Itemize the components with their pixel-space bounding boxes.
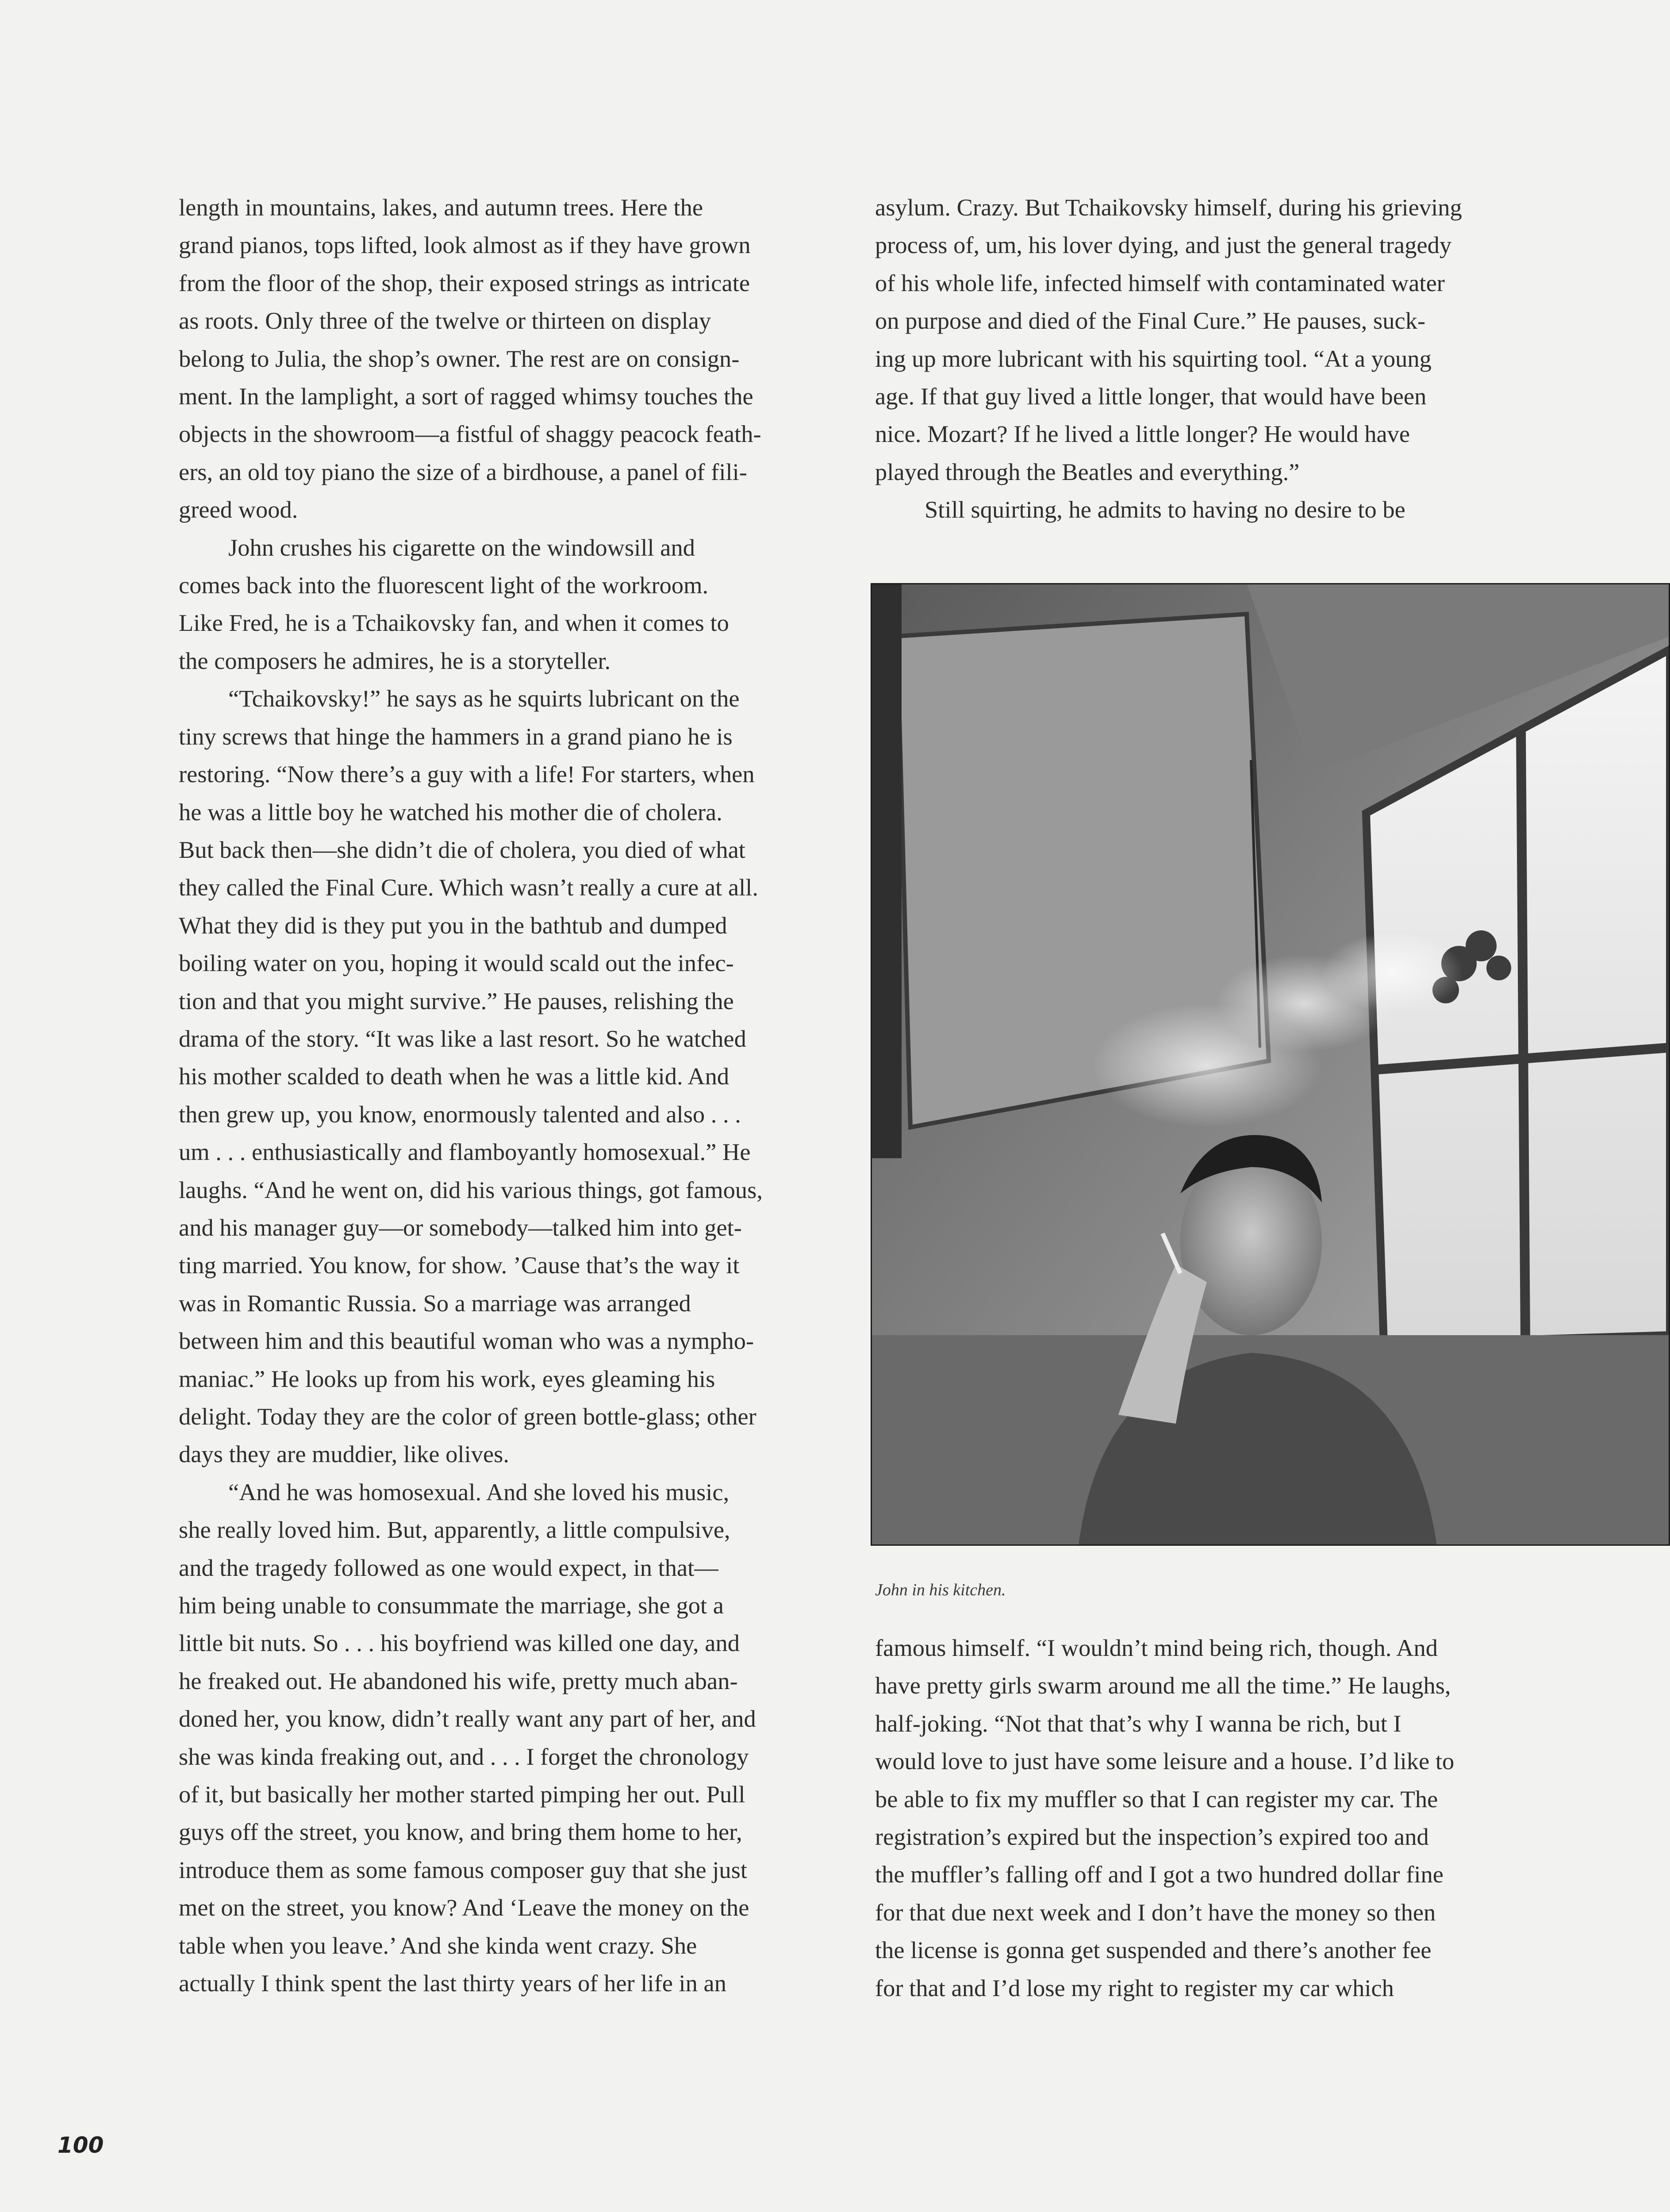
text-line: would love to just have some leisure and a house. I’d like to: [875, 1747, 1455, 1775]
text-line: greed wood.: [179, 496, 298, 523]
text-line: nice. Mozart? If he lived a little longer? He would have: [875, 420, 1410, 448]
text-line: laughs. “And he went on, did his various things, got famous,: [179, 1176, 763, 1203]
text-line: they called the Final Cure. Which wasn’t really a cure at all.: [179, 874, 759, 901]
text-line: of it, but basically her mother started pimping her out. Pull: [179, 1781, 745, 1808]
text-line: registration’s expired but the inspection’s expired too and: [875, 1823, 1429, 1851]
text-line: table when you leave.’ And she kinda went crazy. She: [179, 1932, 697, 1959]
text-line: he freaked out. He abandoned his wife, pretty much aban-: [179, 1667, 738, 1694]
text-line: comes back into the fluorescent light of the workroom.: [179, 572, 709, 599]
text-line: ing up more lubricant with his squirting tool. “At a young: [875, 345, 1432, 372]
text-line: famous himself. “I wouldn’t mind being rich, though. And: [875, 1634, 1438, 1661]
text-line: and the tragedy followed as one would expect, in that—: [179, 1554, 718, 1581]
text-line: the license is gonna get suspended and there’s another fee: [875, 1936, 1432, 1964]
text-line: ers, an old toy piano the size of a birdhouse, a panel of fili-: [179, 458, 747, 485]
text-line: drama of the story. “It was like a last resort. So he watched: [179, 1025, 746, 1052]
text-line: on purpose and died of the Final Cure.” He pauses, suck-: [875, 307, 1426, 334]
text-line: Like Fred, he is a Tchaikovsky fan, and when it comes to: [179, 609, 729, 637]
text-line: age. If that guy lived a little longer, that would have been: [875, 383, 1427, 410]
text-line: played through the Beatles and everything.”: [875, 458, 1300, 485]
text-line: days they are muddier, like olives.: [179, 1440, 509, 1468]
text-line: process of, um, his lover dying, and just the general tragedy: [875, 231, 1452, 259]
text-line: have pretty girls swarm around me all the time.” He laughs,: [875, 1672, 1451, 1699]
text-line: restoring. “Now there’s a guy with a life! For starters, when: [179, 760, 755, 788]
text-line: his mother scalded to death when he was a little kid. And: [179, 1063, 729, 1090]
right-text-column-top: [875, 188, 1477, 529]
photo-caption: John in his kitchen.: [875, 1581, 1006, 1599]
text-line: But back then—she didn’t die of cholera, you died of what: [179, 836, 745, 863]
text-line: asylum. Crazy. But Tchaikovsky himself, during his grieving: [875, 194, 1462, 221]
text-line: guys off the street, you know, and bring them home to her,: [179, 1818, 742, 1846]
text-line: “And he was homosexual. And she loved his music,: [228, 1478, 729, 1505]
text-line: the composers he admires, he is a storyteller.: [179, 647, 611, 674]
text-line: and his manager guy—or somebody—talked him into get-: [179, 1214, 742, 1241]
text-line: him being unable to consummate the marriage, she got a: [179, 1592, 724, 1619]
left-text-column: [179, 188, 798, 2002]
text-line: maniac.” He looks up from his work, eyes gleaming his: [179, 1365, 715, 1392]
text-line: of his whole life, infected himself with contaminated water: [875, 269, 1445, 296]
text-line: What they did is they put you in the bathtub and dumped: [179, 911, 727, 939]
text-line: introduce them as some famous composer guy that she just: [179, 1856, 748, 1883]
text-line: objects in the showroom—a fistful of shaggy peacock feath-: [179, 420, 761, 448]
text-line: delight. Today they are the color of green bottle-glass; other: [179, 1403, 756, 1430]
text-line: the muffler’s falling off and I got a two hundred dollar fine: [875, 1861, 1443, 1888]
text-line: boiling water on you, hoping it would scald out the infec-: [179, 949, 734, 977]
text-line: tion and that you might survive.” He pauses, relishing the: [179, 987, 734, 1014]
text-line: between him and this beautiful woman who was a nympho-: [179, 1327, 754, 1355]
text-line: for that and I’d lose my right to register my car which: [875, 1974, 1394, 2001]
text-line: then grew up, you know, enormously talented and also . . .: [179, 1100, 741, 1128]
text-line: ment. In the lamplight, a sort of ragged whimsy touches the: [179, 383, 753, 410]
text-line: belong to Julia, the shop’s owner. The rest are on consign-: [179, 345, 740, 372]
text-line: little bit nuts. So . . . his boyfriend was killed one day, and: [179, 1629, 740, 1657]
text-line: “Tchaikovsky!” he says as he squirts lubricant on the: [228, 685, 740, 712]
text-line: Still squirting, he admits to having no desire to be: [925, 496, 1405, 523]
text-line: grand pianos, tops lifted, look almost as if they have grown: [179, 231, 751, 259]
text-line: as roots. Only three of the twelve or thirteen on display: [179, 307, 711, 334]
text-line: John crushes his cigarette on the windowsill and: [228, 534, 695, 561]
right-text-column-bottom: [875, 1629, 1477, 2007]
text-line: actually I think spent the last thirty years of her life in an: [179, 1970, 726, 1997]
text-line: half-joking. “Not that that’s why I wanna be rich, but I: [875, 1709, 1401, 1737]
text-line: be able to fix my muffler so that I can register my car. The: [875, 1785, 1438, 1813]
text-line: doned her, you know, didn’t really want any part of her, and: [179, 1705, 756, 1732]
text-line: she really loved him. But, apparently, a little compulsive,: [179, 1516, 730, 1544]
text-line: was in Romantic Russia. So a marriage was arranged: [179, 1289, 691, 1317]
kitchen-photo: [871, 583, 1670, 1546]
page-number: 100: [58, 2132, 104, 2158]
text-line: length in mountains, lakes, and autumn trees. Here the: [179, 194, 703, 221]
text-line: for that due next week and I don’t have the money so then: [875, 1898, 1436, 1926]
text-line: ting married. You know, for show. ’Cause that’s the way it: [179, 1252, 740, 1279]
text-line: he was a little boy he watched his mother die of cholera.: [179, 798, 722, 826]
text-line: she was kinda freaking out, and . . . I forget the chronology: [179, 1743, 749, 1770]
text-line: um . . . enthusiastically and flamboyantly homosexual.” He: [179, 1138, 751, 1166]
text-line: met on the street, you know? And ‘Leave the money on the: [179, 1894, 749, 1921]
text-line: from the floor of the shop, their exposed strings as intricate: [179, 269, 750, 296]
text-line: tiny screws that hinge the hammers in a grand piano he is: [179, 722, 733, 750]
